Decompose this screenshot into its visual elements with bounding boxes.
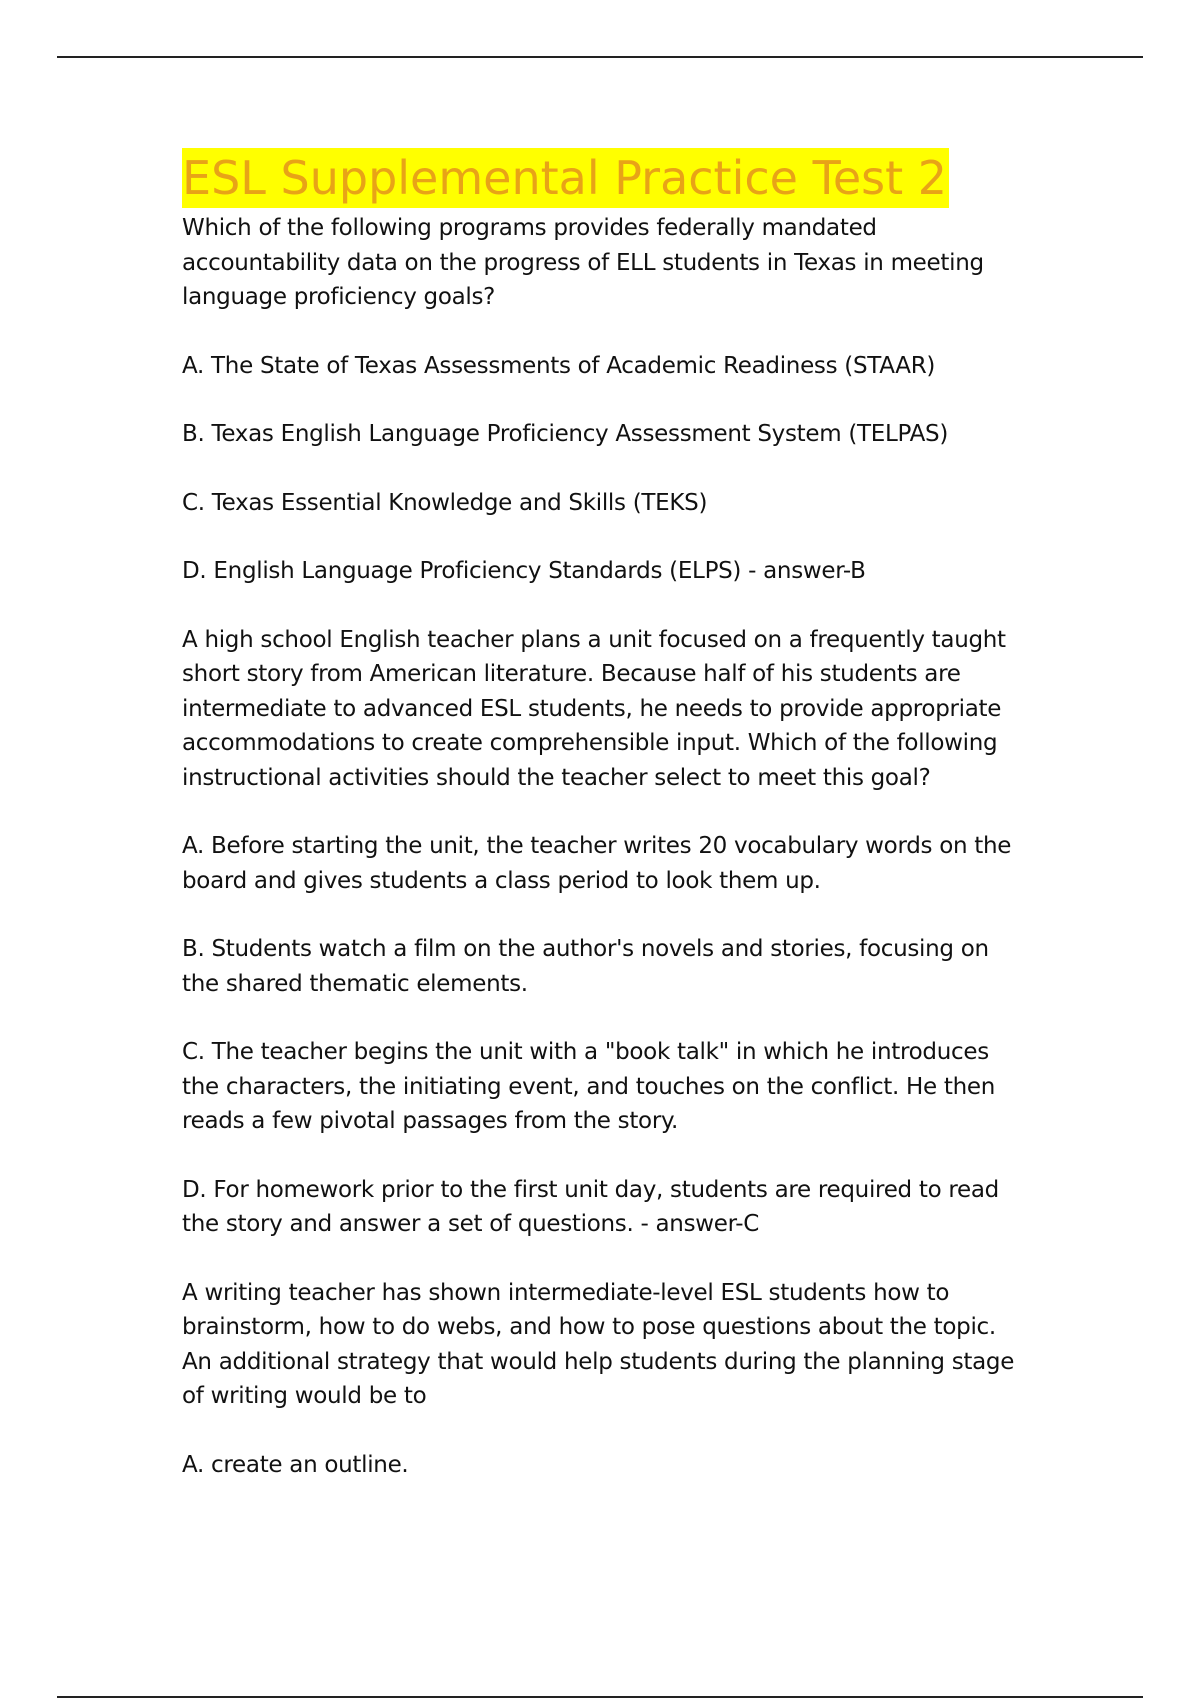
question-2-text: A high school English teacher plans a unit focused on a frequently taught short story from American literature. Because half of his students are intermediate to advanced ESL students, he needs to provide appropriate accommodations to create comprehensible input. Which of the following instructional activities should the teacher select to meet this goal? xyxy=(182,626,1006,791)
question-2-option-a: A. Before starting the unit, the teacher writes 20 vocabulary words on the board and gives students a class period to look them up. xyxy=(182,833,1012,894)
question-2-option-c: C. The teacher begins the unit with a "book talk" in which he introduces the characters, the initiating event, and touches on the conflict. He then reads a few pivotal passages from the story. xyxy=(182,1039,996,1134)
question-1-option-d: D. English Language Proficiency Standards (ELPS) - answer-B xyxy=(182,558,866,584)
question-2-option-b: B. Students watch a film on the author's novels and stories, focusing on the shared thematic elements. xyxy=(182,936,989,997)
question-3-text: A writing teacher has shown intermediate-level ESL students how to brainstorm, how to do webs, and how to pose questions about the topic. An additional strategy that would help students during the planning stage of writing would be to xyxy=(182,1279,1015,1409)
footer-rule xyxy=(57,1696,1143,1698)
header-rule xyxy=(57,56,1143,58)
question-2-option-d: D. For homework prior to the first unit day, students are required to read the story and answer a set of questions. - answer-C xyxy=(182,1176,999,1237)
question-1-option-b: B. Texas English Language Proficiency Assessment System (TELPAS) xyxy=(182,421,949,447)
document-title: ESL Supplemental Practice Test 2 xyxy=(182,148,949,208)
question-1-option-a: A. The State of Texas Assessments of Academic Readiness (STAAR) xyxy=(182,352,936,379)
question-1-text: Which of the following programs provides federally mandated accountability data on the progress of ELL students in Texas in meeting language proficiency goals? xyxy=(182,215,984,310)
question-1-option-c: C. Texas Essential Knowledge and Skills (TEKS) xyxy=(182,489,708,516)
document-body xyxy=(182,148,1032,1482)
question-3-option-a: A. create an outline. xyxy=(182,1451,409,1478)
